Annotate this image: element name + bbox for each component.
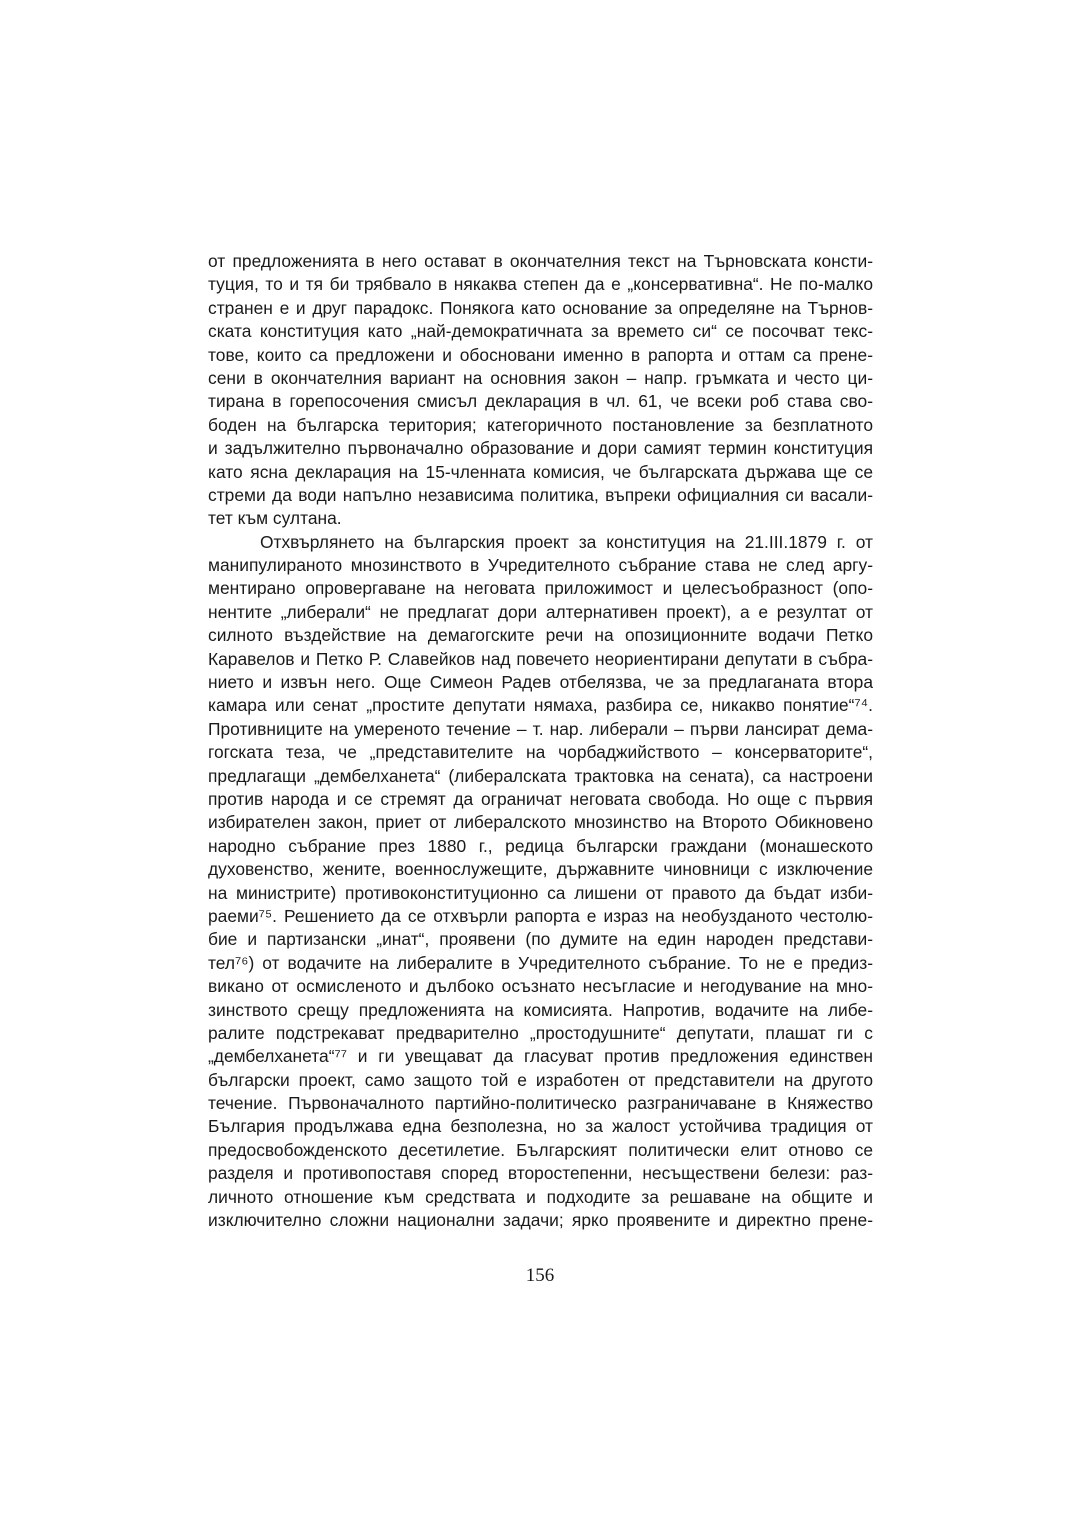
text-line: стреми да води напълно независима политика, въпреки официалния си васали- bbox=[208, 484, 873, 505]
text-line: изключително сложни национални задачи; ярко проявените и директно прене- bbox=[208, 1210, 873, 1231]
text-line: боден на българска територия; категоричното постановление за безплатното bbox=[208, 414, 873, 435]
body-text bbox=[208, 250, 873, 1232]
text-line: от предложенията в него остават в окончателния текст на Търновската консти- bbox=[208, 251, 873, 271]
text-line: на министрите) противоконституционно са лишени от правото да бъдат изби- bbox=[208, 882, 873, 903]
text-line: нентите „либерали“ не предлагат дори алтернативен проект), а е резултат от bbox=[208, 601, 873, 622]
text-line: бие и партизански „инат“, проявени (по думите на един народен представи- bbox=[208, 929, 873, 950]
text-line: странен е и друг парадокс. Понякога като основание за определяне на Търнов- bbox=[208, 297, 873, 318]
text-line: тет към султана. bbox=[208, 508, 342, 529]
text-line: течение. Първоначалното партийно-политическо разграничаване в Княжество bbox=[208, 1093, 873, 1114]
text-line: манипулираното мнозинството в Учредителното събрание става не след аргу- bbox=[208, 555, 873, 576]
text-line: личното отношение към средствата и подходите за решаване на общите и bbox=[208, 1186, 873, 1207]
text-line: и задължително първоначално образование и дори самият термин конституция bbox=[208, 438, 873, 459]
text-line: викано от осмисленото и дълбоко осъзнато несъгласие и негодувание на мно- bbox=[208, 976, 873, 997]
text-line: нието и извън него. Още Симеон Радев отбелязва, че за предлаганата втора bbox=[208, 672, 873, 693]
text-line: предосвобожденското десетилетие. Българският политически елит отново се bbox=[208, 1139, 873, 1160]
text-line: зинството срещу предложенията на комисията. Напротив, водачите на либе- bbox=[208, 999, 873, 1020]
text-line: ската конституция като „най-демократичната за времето си“ се посочват текс- bbox=[208, 321, 873, 342]
text-line: туция, то и тя би трябвало в някаква степен да е „консервативна“. Не по-малко bbox=[208, 274, 873, 295]
text-line: ментирано опровергаване на неговата приложимост и целесъобразност (опо- bbox=[208, 578, 873, 599]
text-line: ралите подстрекават предварително „простодушните“ депутати, плашат ги с bbox=[208, 1022, 873, 1043]
text-line: сени в окончателния вариант на основния закон – напр. гръмката и често ци- bbox=[208, 367, 873, 388]
text-line: народно събрание през 1880 г., редица български граждани (монашеското bbox=[208, 835, 873, 856]
text-line: като ясна декларация на 15-членната комисия, че българската държава ще се bbox=[208, 461, 873, 482]
text-line: гогската теза, че „представителите на чорбаджийството – консерваторите“, bbox=[208, 742, 873, 763]
text-line: Отхвърлянето на българския проект за конституция на 21.III.1879 г. от bbox=[260, 531, 873, 552]
text-line: раеми⁷⁵. Решението да се отхвърли рапорта е израз на необузданото честолю- bbox=[208, 905, 873, 926]
text-line: тел⁷⁶) от водачите на либералите в Учредителното събрание. То не е предиз- bbox=[208, 952, 873, 973]
text-line: България продължава една безполезна, но за жалост устойчива традиция от bbox=[208, 1116, 873, 1137]
text-line: разделя и противопоставя според второстепенни, несъществени белези: раз- bbox=[208, 1163, 873, 1184]
text-line: предлагащи „дембелханета“ (либералската трактовка на сената), са настроени bbox=[208, 765, 873, 786]
text-line: Каравелов и Петко Р. Славейков над повечето неориентирани депутати в събра- bbox=[208, 648, 873, 669]
text-line: български проект, само защото той е изработен от представители на другото bbox=[208, 1069, 873, 1090]
text-line: тирана в горепосочения смисъл декларация в чл. 61, че всеки роб става сво- bbox=[208, 391, 873, 412]
text-line: тове, които са предложени и обосновани именно в рапорта и оттам са прене- bbox=[208, 344, 873, 365]
text-line: Противниците на умереното течение – т. нар. либерали – първи лансират дема- bbox=[208, 718, 873, 739]
text-line: против народа и се стремят да ограничат неговата свобода. Но още с първия bbox=[208, 788, 873, 809]
text-line: избирателен закон, приет от либералското мнозинство на Второто Обикновено bbox=[208, 812, 873, 833]
text-line: духовенство, жените, военнослужещите, държавните чиновници с изключение bbox=[208, 859, 873, 880]
text-line: силното въздействие на демагогските речи на опозиционните водачи Петко bbox=[208, 625, 873, 646]
text-line: камара или сенат „простите депутати нямаха, разбира се, никакво понятие“⁷⁴. bbox=[208, 695, 873, 716]
text-line: „дембелханета“⁷⁷ и ги увещават да гласуват против предложения единствен bbox=[208, 1046, 873, 1067]
page-number: 156 bbox=[525, 1265, 555, 1286]
